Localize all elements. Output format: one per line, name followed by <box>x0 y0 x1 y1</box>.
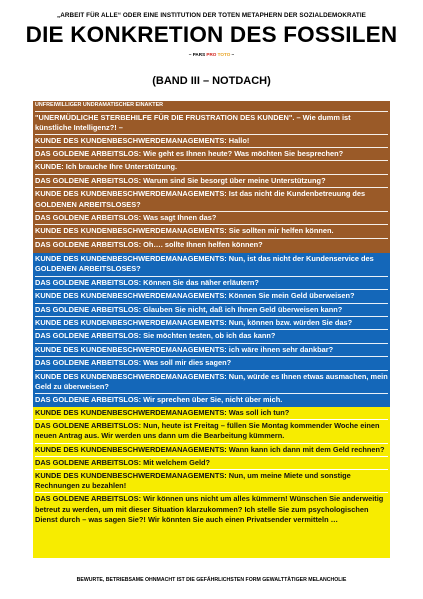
dialogue-line: DAS GOLDENE ARBEITSLOS: Nun, heute ist Freitag – füllen Sie Montag kommender Woche einen neuen Antrag aus. Wir werden uns dann um die Bearbeitung kümmern. <box>35 420 388 443</box>
dialogue-line: KUNDE DES KUNDENBESCHWERDEMANAGEMENTS: Können Sie mein Geld überweisen? <box>35 290 388 303</box>
pars-toto: TOTO <box>217 52 231 57</box>
dialogue-line: KUNDE DES KUNDENBESCHWERDEMANAGEMENTS: Wann kann ich dann mit dem Geld rechnen? <box>35 444 388 457</box>
volume-heading: (BAND III – NOTDACH) <box>152 75 271 87</box>
dialogue-line: DAS GOLDENE ARBEITSLOS: Glauben Sie nicht, daß ich Ihnen Geld überweisen kann? <box>35 304 388 317</box>
dialogue-line: KUNDE DES KUNDENBESCHWERDEMANAGEMENTS: Nun, ist das nicht der Kundenservice des GOLDENEN ARBEITSLOSES? <box>35 253 388 277</box>
dialogue-line: DAS GOLDENE ARBEITSLOS: Warum sind Sie besorgt über meine Unterstützung? <box>35 175 388 188</box>
dialogue-line: UNFREIWILLIGER UNDRAMATISCHER EINAKTER <box>35 101 388 112</box>
dialogue-line: KUNDE DES KUNDENBESCHWERDEMANAGEMENTS: Hallo! <box>35 135 388 148</box>
pars-suffix: ~ <box>230 52 235 57</box>
dialogue-line: KUNDE DES KUNDENBESCHWERDEMANAGEMENTS: Sie sollten mir helfen können. <box>35 225 388 238</box>
dialogue-line: KUNDE DES KUNDENBESCHWERDEMANAGEMENTS: Was soll ich tun? <box>35 407 388 420</box>
kicker-line: „ARBEIT FÜR ALLE“ ODER EINE INSTITUTION DER TOTEN METAPHERN DER SOZIALDEMOKRATIE <box>57 12 366 19</box>
dialogue-line: KUNDE DES KUNDENBESCHWERDEMANAGEMENTS: Nun, würde es Ihnen etwas ausmachen, mein Geld zu überweisen? <box>35 371 388 395</box>
dialogue-block-blue <box>33 253 390 407</box>
dialogue-line: DAS GOLDENE ARBEITSLOS: Wir sprechen über Sie, nicht über mich. <box>35 395 283 405</box>
dialogue-line: KUNDE DES KUNDENBESCHWERDEMANAGEMENTS: ich wäre ihnen sehr dankbar? <box>35 344 388 357</box>
dialogue-line: "UNERMÜDLICHE STERBEHILFE FÜR DIE FRUSTRATION DES KUNDEN". – Wie dumm ist künstliche Intelligenz?! – <box>35 112 388 135</box>
dialogue-block-brown <box>33 101 390 253</box>
pars-pro: PRO <box>206 52 217 57</box>
dialogue-line: DAS GOLDENE ARBEITSLOS: Können Sie das näher erläutern? <box>35 277 388 290</box>
dialogue-line: KUNDE DES KUNDENBESCHWERDEMANAGEMENTS: Nun, um meine Miete und sonstige Rechnungen zu bezahlen! <box>35 470 388 493</box>
pars-prefix: ~ PARS <box>188 52 207 57</box>
dialogue-line: DAS GOLDENE ARBEITSLOS: Was soll mir dies sagen? <box>35 357 388 370</box>
dialogue-line: DAS GOLDENE ARBEITSLOS: Was sagt Ihnen das? <box>35 212 388 225</box>
dialogue-block-yellow <box>33 407 390 558</box>
dialogue-line: DAS GOLDENE ARBEITSLOS: Wir können uns nicht um alles kümmern! Wünschen Sie anderweitig betreut zu werden, um mit dieser Situation klarzukommen? Ich stelle Sie zum psychologischen Dienst durch – was sagen Sie?! Wir könnten Sie auch einen Privatsender vermitteln … <box>35 494 384 524</box>
pars-pro-toto-line <box>0 52 423 57</box>
page-footer: BEWURTE, BETRIEBSAME OHNMACHT IST DIE GEFÄHRLICHSTEN FORM GEWALTTÄTIGER MELANCHOLIE <box>76 577 347 583</box>
dialogue-line: KUNDE: Ich brauche Ihre Unterstützung. <box>35 161 388 174</box>
dialogue-line: DAS GOLDENE ARBEITSLOS: Oh…. sollte Ihnen helfen können? <box>35 239 263 249</box>
dialogue-line: KUNDE DES KUNDENBESCHWERDEMANAGEMENTS: Ist das nicht die Kundenbetreuung des GOLDENEN ARBEITSLOSES? <box>35 188 388 212</box>
dialogue-line: DAS GOLDENE ARBEITSLOS: Mit welchem Geld? <box>35 457 388 470</box>
dialogue-line: DAS GOLDENE ARBEITSLOS: Sie möchten testen, ob ich das kann? <box>35 330 388 343</box>
dialogue-line: KUNDE DES KUNDENBESCHWERDEMANAGEMENTS: Nun, können bzw. würden Sie das? <box>35 317 388 330</box>
page-title: DIE KONKRETION DES FOSSILEN <box>25 22 398 47</box>
dialogue-line: DAS GOLDENE ARBEITSLOS: Wie geht es Ihnen heute? Was möchten Sie besprechen? <box>35 148 388 161</box>
